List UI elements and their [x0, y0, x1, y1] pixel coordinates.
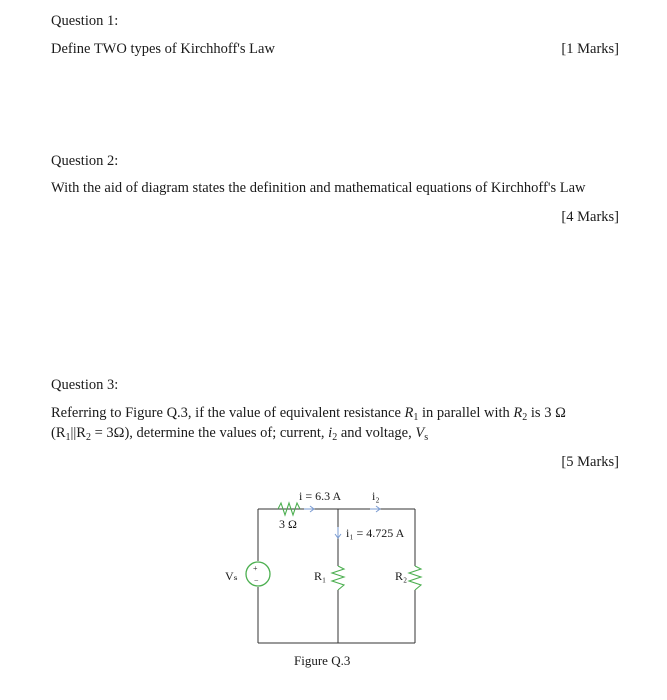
label-r1: R₁ [314, 569, 327, 583]
q3-line2-sub-1: 1 [65, 432, 71, 443]
q3-r1-symbol: R [404, 405, 414, 421]
label-current-total: i = 6.3 A [299, 489, 342, 503]
label-r2: R₂ [395, 569, 408, 583]
label-resistor-series: 3 Ω [279, 517, 297, 531]
q3-line2-part-e: = 3Ω), determine the values of; current, [90, 425, 329, 441]
q3-r2-symbol: R [513, 405, 523, 421]
question-2-title: Question 2: [51, 153, 119, 169]
question-3-marks: [5 Marks] [561, 454, 619, 470]
q3-line1-part-c: is 3 Ω [527, 405, 566, 421]
resistor-r1-symbol [332, 566, 344, 590]
q3-r1-subscript: 1 [413, 412, 419, 423]
q3-line2-part-a: (R [51, 425, 66, 441]
label-current-i1: i₁ = 4.725 A [346, 526, 405, 540]
current-i1-arrow-icon [335, 527, 341, 538]
q3-line1-part-b: in parallel with [418, 405, 514, 421]
resistor-r2-symbol [409, 566, 421, 590]
q3-r2-subscript: 2 [522, 412, 528, 423]
current-i2-arrow-icon [370, 506, 380, 512]
q3-vs-symbol: V [415, 425, 425, 441]
q3-line2-part-c: ||R [70, 425, 86, 441]
source-minus-sign: − [254, 576, 259, 585]
question-2-marks: [4 Marks] [561, 209, 619, 225]
q3-line2-sub-2: 2 [85, 432, 91, 443]
current-arrow-icon [304, 506, 314, 512]
question-2-text: With the aid of diagram states the definition and mathematical equations of Kirchhoff's Law [51, 180, 586, 196]
label-source-vs: Vₛ [225, 569, 238, 583]
q3-line1-part-a: Referring to Figure Q.3, if the value of equivalent resistance [51, 405, 405, 421]
question-3-title: Question 3: [51, 377, 119, 393]
question-1-marks: [1 Marks] [561, 41, 619, 57]
q3-line2-part-f: and voltage, [337, 425, 416, 441]
q3-i2-symbol: i [328, 425, 333, 441]
question-1-text: Define TWO types of Kirchhoff's Law [51, 41, 275, 57]
figure-caption: Figure Q.3 [294, 653, 351, 668]
source-plus-sign: + [253, 564, 258, 573]
question-1-title: Question 1: [51, 13, 119, 29]
q3-i2-subscript: 2 [332, 432, 338, 443]
label-current-i2: i₂ [372, 489, 380, 503]
q3-vs-subscript: s [424, 432, 429, 443]
